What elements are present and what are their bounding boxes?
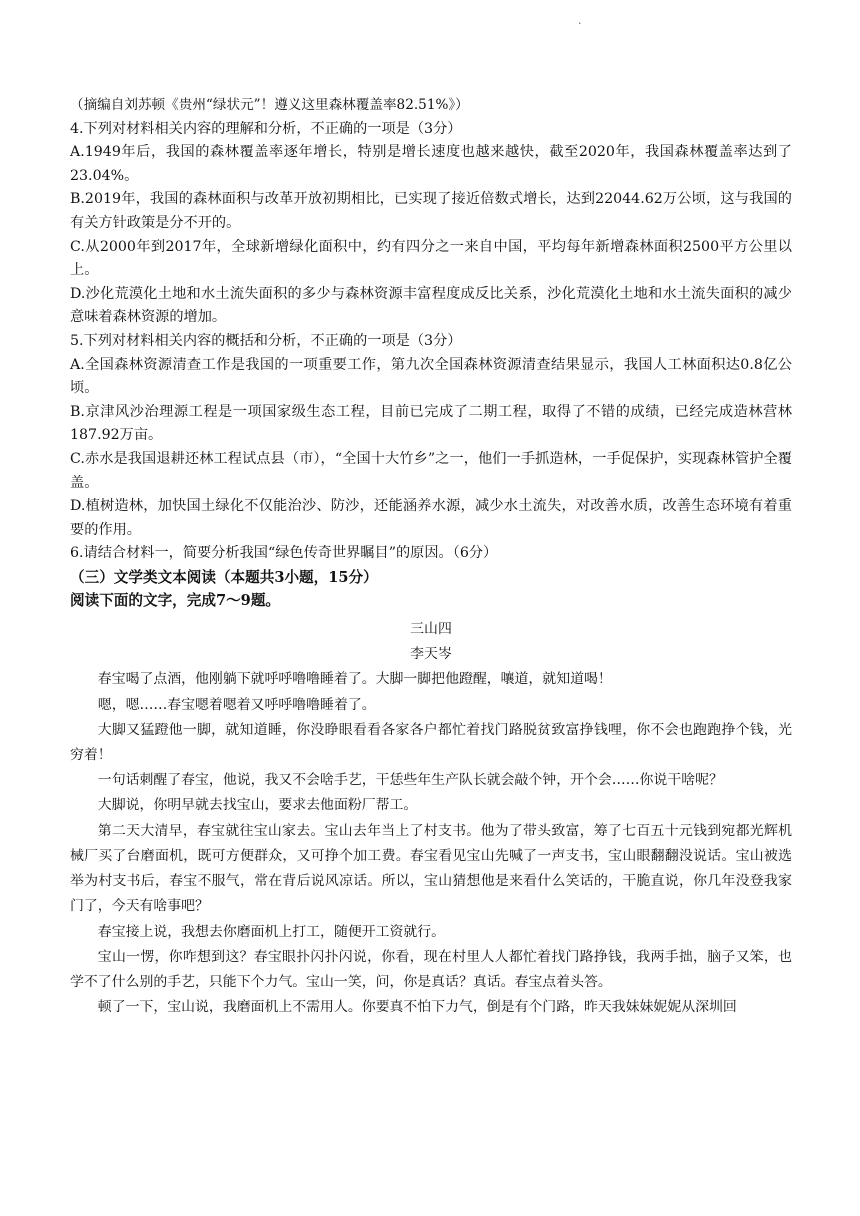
question-stem: 6.请结合材料一，简要分析我国“绿色传奇世界瞩目”的原因。（6分） — [70, 545, 498, 562]
header-dot: . — [578, 14, 582, 27]
question-5 — [70, 330, 792, 542]
story-paragraph: 大脚说，你明早就去找宝山，要求去他面粉厂帮工。 — [97, 797, 418, 814]
section-heading: （三）文学类文本阅读（本题共3小题，15分） — [70, 568, 378, 586]
story — [70, 617, 792, 1020]
story-title: 三山四 — [410, 621, 452, 638]
option-c: C.从2000年到2017年，全球新增绿化面积中，约有四分之一来自中国，平均每年新增森林面积2500平方公里以上。 — [70, 238, 792, 279]
option-a: A.1949年后，我国的森林覆盖率逐年增长，特别是增长速度也越来越快，截至2020年，我国森林覆盖率达到了23.04%。 — [70, 144, 792, 184]
source-citation: （摘编自刘苏顿《贵州“绿状元”！遵义这里森林覆盖率82.51%》） — [70, 97, 469, 113]
option-c: C.赤水是我国退耕还林工程试点县（市），“全国十大竹乡”之一，他们一手抓造林，一手促保护，实现森林管护全覆盖。 — [70, 450, 792, 491]
story-paragraph: 春宝喝了点酒，他刚躺下就呼呼噜噜睡着了。大脚一脚把他蹬醒，嚷道，就知道喝！ — [97, 671, 612, 688]
story-paragraph: 顿了一下，宝山说，我磨面机上不需用人。你要真不怕下力气，倒是有个门路，昨天我妹妹妮妮从深圳回 — [97, 999, 737, 1016]
story-paragraph: 第二天大清早，春宝就往宝山家去。宝山去年当上了村支书。他为了带头致富，筹了七百五十元钱到宛都光辉机械厂买了台磨面机，既可方便群众，又可挣个加工费。春宝看见宝山先喊了一声支书，宝山眼翻翻没说话。宝山被选举为村支书后，春宝不服气，常在背后说风凉话。所以，宝山猜想他是来看什么笑话的，干脆直说，你几年没登我家门了，今天有啥事吧？ — [70, 822, 792, 915]
document-page — [70, 0, 792, 1216]
option-b: B.2019年，我国的森林面积与改革开放初期相比，已实现了接近倍数式增长，达到22044.62万公顷，这与我国的有关方针政策是分不开的。 — [70, 191, 792, 231]
story-paragraph: 嗯，嗯……春宝嗯着嗯着又呼呼噜噜睡着了。 — [97, 696, 376, 713]
question-4 — [70, 118, 792, 330]
story-paragraph: 宝山一愣，你咋想到这？春宝眼扑闪扑闪说，你看，现在村里人人都忙着找门路挣钱，我两手拙，脑子又笨，也学不了什么别的手艺，只能下个力气。宝山一笑，问，你是真话？真话。春宝点着头答。 — [70, 948, 792, 990]
question-stem: 5.下列对材料相关内容的概括和分析，不正确的一项是（3分） — [70, 332, 462, 349]
option-d: D.植树造林，加快国土绿化不仅能治沙、防沙，还能涵养水源，减少水土流失，对改善水质，改善生态环境有着重要的作用。 — [70, 498, 792, 538]
question-6 — [70, 542, 792, 566]
section-instruction: 阅读下面的文字，完成7～9题。 — [70, 592, 281, 610]
story-paragraph: 春宝接上说，我想去你磨面机上打工，随便开工资就行。 — [97, 923, 446, 940]
option-d: D.沙化荒漠化土地和水土流失面积的多少与森林资源丰富程度成反比关系，沙化荒漠化土地和水土流失面积的减少意味着森林资源的增加。 — [70, 285, 792, 326]
option-b: B.京津风沙治理源工程是一项国家级生态工程，目前已完成了二期工程，取得了不错的成绩，已经完成造林营林187.92万亩。 — [70, 403, 792, 444]
story-author: 李天岑 — [410, 646, 452, 663]
story-paragraph: 一句话刺醒了春宝，他说，我又不会啥手艺，干恁些年生产队长就会敲个钟，开个会……你说干啥呢？ — [97, 772, 723, 789]
option-a: A.全国森林资源清查工作是我国的一项重要工作，第九次全国森林资源清查结果显示，我国人工林面积达0.8亿公顷。 — [70, 356, 792, 397]
question-stem: 4.下列对材料相关内容的理解和分析，不正确的一项是（3分） — [70, 120, 462, 137]
story-paragraph: 大脚又猛蹬他一脚，就知道睡，你没睁眼看看各家各户都忙着找门路脱贫致富挣钱哩，你不会也跑跑挣个钱，光穷着！ — [70, 721, 792, 764]
